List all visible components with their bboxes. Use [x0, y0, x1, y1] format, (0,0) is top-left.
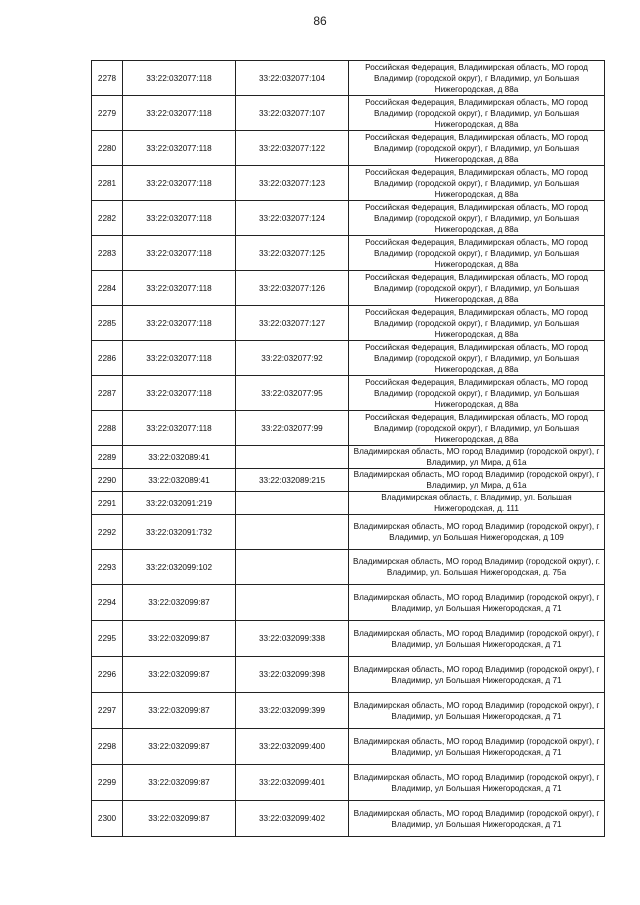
registry-table-body: [92, 61, 605, 837]
address: Российская Федерация, Владимирская область, МО город Владимир (городской округ), г Владимир, ул Большая Нижегородская, д 88а: [349, 271, 605, 306]
parcel-number: 33:22:032089:41: [123, 469, 236, 492]
table-row: [92, 201, 605, 236]
parcel-number: 33:22:032077:118: [123, 131, 236, 166]
object-number: 33:22:032077:127: [236, 306, 349, 341]
table-row: [92, 550, 605, 585]
row-number: 2287: [92, 376, 123, 411]
row-number: 2280: [92, 131, 123, 166]
table-row: [92, 801, 605, 837]
parcel-number: 33:22:032099:87: [123, 693, 236, 729]
object-number: 33:22:032077:126: [236, 271, 349, 306]
parcel-number: 33:22:032091:219: [123, 492, 236, 515]
parcel-number: 33:22:032089:41: [123, 446, 236, 469]
row-number: 2283: [92, 236, 123, 271]
table-row: [92, 765, 605, 801]
table-row: [92, 446, 605, 469]
address: Российская Федерация, Владимирская область, МО город Владимир (городской округ), г Владимир, ул Большая Нижегородская, д 88а: [349, 201, 605, 236]
parcel-number: 33:22:032077:118: [123, 376, 236, 411]
parcel-number: 33:22:032099:87: [123, 657, 236, 693]
table-row: [92, 61, 605, 96]
row-number: 2290: [92, 469, 123, 492]
row-number: 2278: [92, 61, 123, 96]
address: Владимирская область, МО город Владимир (городской округ), г Владимир, ул Большая Нижегородская, д 71: [349, 657, 605, 693]
parcel-number: 33:22:032077:118: [123, 411, 236, 446]
row-number: 2299: [92, 765, 123, 801]
row-number: 2293: [92, 550, 123, 585]
row-number: 2297: [92, 693, 123, 729]
table-row: [92, 271, 605, 306]
table-row: [92, 585, 605, 621]
address: Российская Федерация, Владимирская область, МО город Владимир (городской округ), г Владимир, ул Большая Нижегородская, д 88а: [349, 61, 605, 96]
parcel-number: 33:22:032077:118: [123, 341, 236, 376]
address: Владимирская область, МО город Владимир (городской округ), г Владимир, ул Большая Нижегородская, д 71: [349, 729, 605, 765]
registry-table: [91, 60, 605, 837]
parcel-number: 33:22:032077:118: [123, 201, 236, 236]
table-row: [92, 341, 605, 376]
address: Владимирская область, МО город Владимир (городской округ), г Владимир, ул Большая Нижегородская, д 71: [349, 693, 605, 729]
row-number: 2296: [92, 657, 123, 693]
table-row: [92, 131, 605, 166]
table-row: [92, 729, 605, 765]
row-number: 2288: [92, 411, 123, 446]
row-number: 2294: [92, 585, 123, 621]
object-number: 33:22:032077:99: [236, 411, 349, 446]
object-number: 33:22:032077:125: [236, 236, 349, 271]
object-number: 33:22:032077:124: [236, 201, 349, 236]
table-row: [92, 166, 605, 201]
table-row: [92, 469, 605, 492]
object-number: 33:22:032077:95: [236, 376, 349, 411]
parcel-number: 33:22:032077:118: [123, 271, 236, 306]
parcel-number: 33:22:032099:87: [123, 585, 236, 621]
address: Российская Федерация, Владимирская область, МО город Владимир (городской округ), г Владимир, ул Большая Нижегородская, д 88а: [349, 306, 605, 341]
object-number: [236, 585, 349, 621]
address: Российская Федерация, Владимирская область, МО город Владимир (городской округ), г Владимир, ул Большая Нижегородская, д 88а: [349, 236, 605, 271]
address: Владимирская область, МО город Владимир (городской округ), г Владимир, ул Большая Нижегородская, д 71: [349, 765, 605, 801]
row-number: 2292: [92, 515, 123, 550]
object-number: 33:22:032077:107: [236, 96, 349, 131]
table-row: [92, 621, 605, 657]
table-row: [92, 96, 605, 131]
row-number: 2285: [92, 306, 123, 341]
parcel-number: 33:22:032099:87: [123, 801, 236, 837]
row-number: 2298: [92, 729, 123, 765]
address: Российская Федерация, Владимирская область, МО город Владимир (городской округ), г Владимир, ул Большая Нижегородская, д 88а: [349, 166, 605, 201]
object-number: 33:22:032099:402: [236, 801, 349, 837]
parcel-number: 33:22:032077:118: [123, 61, 236, 96]
object-number: 33:22:032099:338: [236, 621, 349, 657]
table-row: [92, 657, 605, 693]
row-number: 2289: [92, 446, 123, 469]
address: Владимирская область, МО город Владимир (городской округ), г Владимир, ул Большая Нижегородская, д 109: [349, 515, 605, 550]
parcel-number: 33:22:032099:87: [123, 621, 236, 657]
object-number: 33:22:032077:104: [236, 61, 349, 96]
row-number: 2295: [92, 621, 123, 657]
parcel-number: 33:22:032099:87: [123, 765, 236, 801]
parcel-number: 33:22:032077:118: [123, 166, 236, 201]
object-number: [236, 515, 349, 550]
address: Владимирская область, МО город Владимир (городской округ), г Владимир, ул Большая Нижегородская, д 71: [349, 801, 605, 837]
row-number: 2291: [92, 492, 123, 515]
object-number: 33:22:032099:401: [236, 765, 349, 801]
object-number: [236, 446, 349, 469]
row-number: 2282: [92, 201, 123, 236]
address: Российская Федерация, Владимирская область, МО город Владимир (городской округ), г Владимир, ул Большая Нижегородская, д 88а: [349, 341, 605, 376]
parcel-number: 33:22:032077:118: [123, 236, 236, 271]
object-number: 33:22:032099:399: [236, 693, 349, 729]
object-number: 33:22:032077:123: [236, 166, 349, 201]
address: Российская Федерация, Владимирская область, МО город Владимир (городской округ), г Владимир, ул Большая Нижегородская, д 88а: [349, 411, 605, 446]
row-number: 2286: [92, 341, 123, 376]
object-number: 33:22:032089:215: [236, 469, 349, 492]
table-row: [92, 515, 605, 550]
object-number: 33:22:032099:400: [236, 729, 349, 765]
address: Владимирская область, г. Владимир, ул. Большая Нижегородская, д. 111: [349, 492, 605, 515]
table-row: [92, 306, 605, 341]
parcel-number: 33:22:032077:118: [123, 306, 236, 341]
address: Владимирская область, МО город Владимир (городской округ), г Владимир, ул Мира, д 61а: [349, 446, 605, 469]
row-number: 2284: [92, 271, 123, 306]
address: Владимирская область, МО город Владимир (городской округ), г Владимир, ул Мира, д 61а: [349, 469, 605, 492]
object-number: 33:22:032099:398: [236, 657, 349, 693]
address: Российская Федерация, Владимирская область, МО город Владимир (городской округ), г Владимир, ул Большая Нижегородская, д 88а: [349, 96, 605, 131]
object-number: 33:22:032077:92: [236, 341, 349, 376]
row-number: 2281: [92, 166, 123, 201]
parcel-number: 33:22:032099:87: [123, 729, 236, 765]
table-row: [92, 693, 605, 729]
row-number: 2300: [92, 801, 123, 837]
parcel-number: 33:22:032091:732: [123, 515, 236, 550]
object-number: [236, 550, 349, 585]
address: Российская Федерация, Владимирская область, МО город Владимир (городской округ), г Владимир, ул Большая Нижегородская, д 88а: [349, 131, 605, 166]
address: Владимирская область, МО город Владимир (городской округ), г. Владимир, ул. Большая Нижегородская, д. 75а: [349, 550, 605, 585]
parcel-number: 33:22:032077:118: [123, 96, 236, 131]
address: Владимирская область, МО город Владимир (городской округ), г Владимир, ул Большая Нижегородская, д 71: [349, 585, 605, 621]
table-row: [92, 411, 605, 446]
object-number: 33:22:032077:122: [236, 131, 349, 166]
address: Российская Федерация, Владимирская область, МО город Владимир (городской округ), г Владимир, ул Большая Нижегородская, д 88а: [349, 376, 605, 411]
page-number: 86: [313, 14, 327, 28]
table-row: [92, 492, 605, 515]
table-row: [92, 236, 605, 271]
row-number: 2279: [92, 96, 123, 131]
table-row: [92, 376, 605, 411]
parcel-number: 33:22:032099:102: [123, 550, 236, 585]
object-number: [236, 492, 349, 515]
address: Владимирская область, МО город Владимир (городской округ), г Владимир, ул Большая Нижегородская, д 71: [349, 621, 605, 657]
